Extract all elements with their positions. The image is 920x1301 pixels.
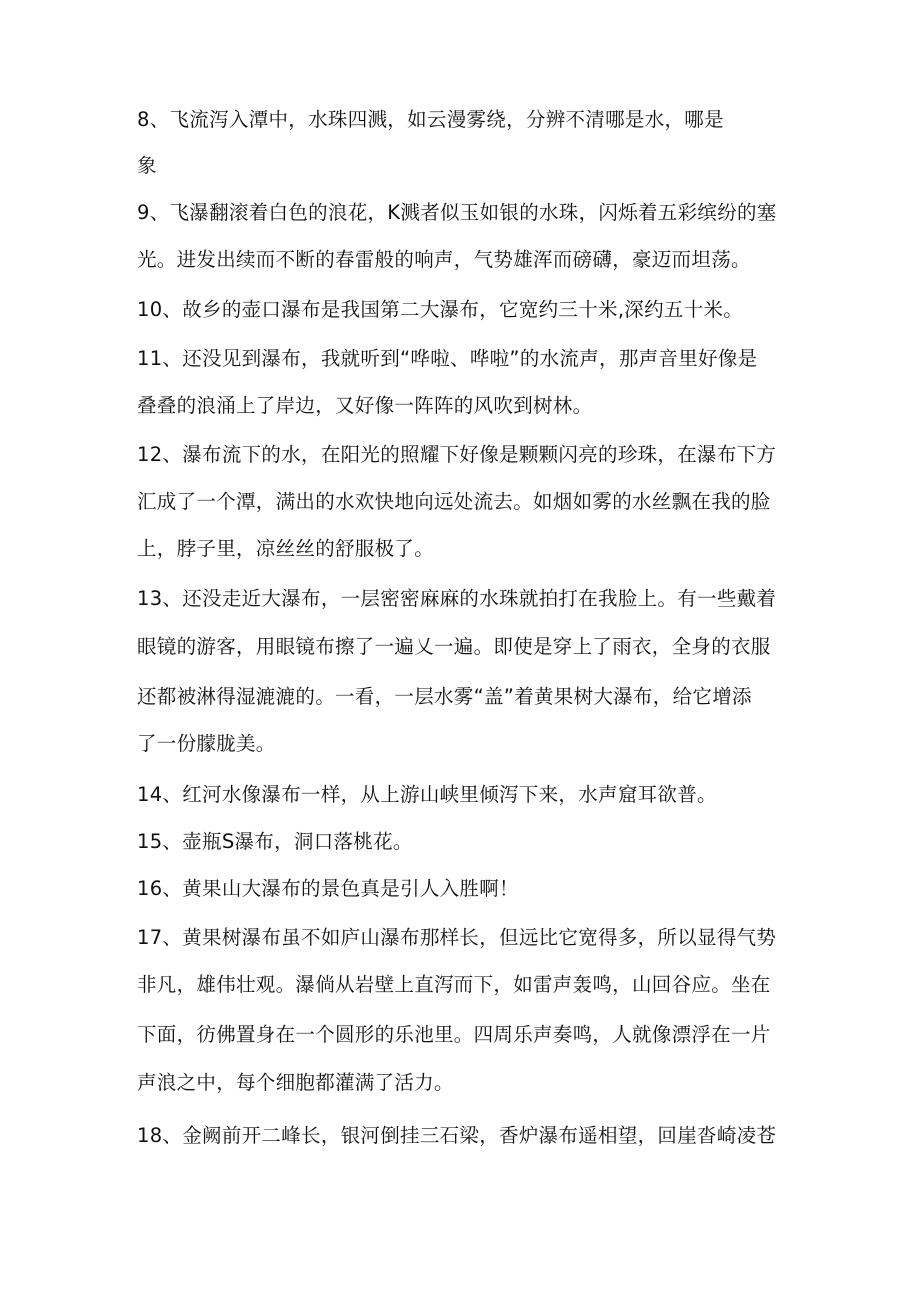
text-line: 汇成了一个潭，满出的水欢快地向远处流去。如烟如雾的水丝飘在我的脸 <box>137 490 771 513</box>
text-line: 非凡，雄伟壮观。瀑倘从岩壁上直泻而下，如雷声轰鸣，山回谷应。坐在 <box>137 973 771 996</box>
text-line: 象 <box>137 154 157 177</box>
text-line: 15、壶瓶S瀑布，洞口落桃花。 <box>137 830 413 853</box>
text-line: 了一份朦胧美。 <box>137 732 276 755</box>
text-line: 8、飞流泻入潭中，水珠四溅，如云漫雾绕，分辨不清哪是水，哪是 <box>137 108 724 131</box>
text-line: 光。进发出续而不断的春雷般的响声，气势雄浑而磅礴，豪迈而坦荡。 <box>137 248 751 271</box>
text-line: 眼镜的游客，用眼镜布擦了一遍乂一遍。即使是穿上了雨衣，全身的衣服 <box>137 635 771 658</box>
text-line: 17、黄果树瀑布虽不如庐山瀑布那样长，但远比它宽得多，所以显得气势 <box>137 926 777 949</box>
text-line: 12、瀑布流下的水，在阳光的照耀下好像是颗颗闪亮的珍珠，在瀑布下方 <box>137 443 777 466</box>
text-line: 上，脖子里，凉丝丝的舒服极了。 <box>137 537 435 560</box>
text-line: 还都被淋得湿漉漉的。一看，一层水雾“盖”着黄果树大瀑布，给它增添 <box>137 685 752 708</box>
text-line: 18、金阙前开二峰长，银河倒挂三石梁，香炉瀑布遥相望，回崖沓崎凌苍 <box>137 1124 777 1147</box>
text-line: 下面，彷佛置身在一个圆形的乐池里。四周乐声奏鸣，人就像漂浮在一片 <box>137 1023 771 1046</box>
text-line: 16、黄果山大瀑布的景色真是引人入胜啊！ <box>137 877 519 900</box>
text-line: 叠叠的浪涌上了岸边，又好像一阵阵的风吹到树林。 <box>137 394 593 417</box>
text-line: 11、还没见到瀑布，我就听到“哗啦、哗啦”的水流声，那声音里好像是 <box>137 347 758 370</box>
text-line: 声浪之中，每个细胞都灌满了活力。 <box>137 1071 454 1094</box>
text-line: 14、红河水像瀑布一样，从上游山峡里倾泻下来，水声窟耳欲普。 <box>137 783 717 806</box>
text-line: 13、还没走近大瀑布，一层密密麻麻的水珠就拍打在我脸上。有一些戴着 <box>137 587 777 610</box>
text-line: 9、飞瀑翻滚着白色的浪花，K溅者似玉如银的水珠，闪烁着五彩缤纷的塞 <box>137 201 777 224</box>
text-line: 10、故乡的壶口瀑布是我国第二大瀑布，它宽约三十米,深约五十米。 <box>137 298 744 321</box>
